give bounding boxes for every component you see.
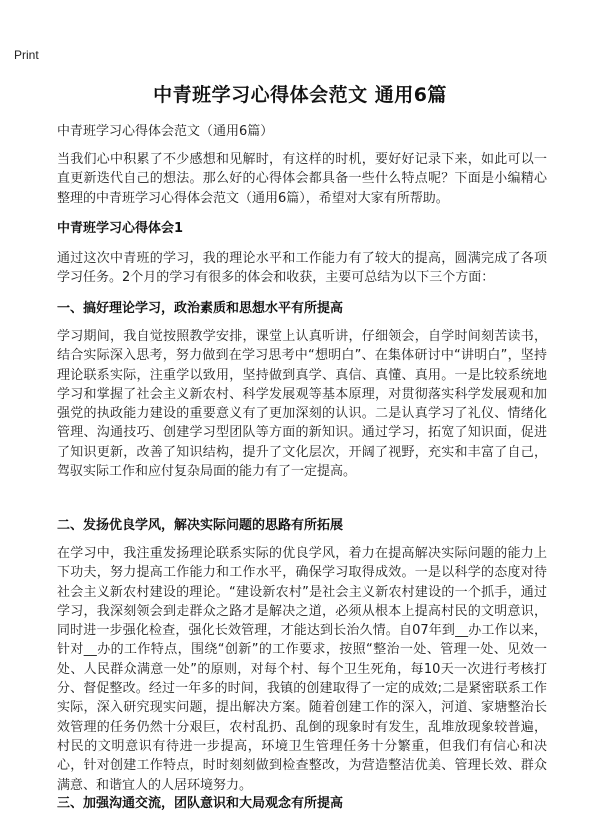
document-subtitle: 中青班学习心得体会范文（通用6篇） xyxy=(57,124,274,139)
section-2-paragraph: 在学习中，我注重发扬理论联系实际的优良学风，着力在提高解决实际问题的能力上下功夫，努力提高工作能力和工作水平，确保学习取得成效。一是以科学的态度对待社会主义新农村建设的理论。“建设新农村”是社会主义新农村建设的一个抓手，通过学习，我深刻领会到走群众之路才是解决之道，必须从根本上提高村民的文明意识，同时进一步强化检查，强化长效管理，才能达到长治久情。自07年到__办工作以来，针对__办的工作特点，围绕“创新”的工作要求，按照“整治一处、管理一处、见效一处、人民群众满意一处”的原则，对每个村、每个卫生死角，每10天一次进行考核打分、督促整改。经过一年多的时间，我镇的创建取得了一定的成效;二是紧密联系工作实际，深入研究现实问题，提出解决方案。随着创建工作的深入，河道、家塘整治长效管理的任务仍然十分艰巨，农村乱扔、乱倒的现象时有发生，乱堆放现象较普遍，村民的文明意识有待进一步提高，环境卫生管理任务十分繁重，但我们有信心和决心，针对创建工作特点，时时刻刻做到检查整改，为营造整洁优美、管理长效、群众满意、和谐宜人的人居环境努力。 xyxy=(57,546,547,793)
intro-paragraph: 当我们心中积累了不少感想和见解时，有这样的时机，要好好记录下来，如此可以一直更新迭代自己的想法。那么好的心得体会都具备一些什么特点呢？下面是小编精心整理的中青班学习心得体会范文（通用6篇），希望对大家有所帮助。 xyxy=(57,152,547,206)
page-title: 中青班学习心得体会范文 通用6篇 xyxy=(153,84,447,106)
section-3-heading: 三、加强沟通交流，团队意识和大局观念有所提高 xyxy=(57,796,344,811)
section-2-heading: 二、发扬优良学风，解决实际问题的思路有所拓展 xyxy=(57,518,344,533)
article-intro-paragraph: 通过这次中青班的学习，我的理论水平和工作能力有了较大的提高，圆满完成了各项学习任务。2个月的学习有很多的体会和收获，主要可总结为以下三个方面： xyxy=(57,251,547,286)
section-1-heading: 一、搞好理论学习，政治素质和思想水平有所提高 xyxy=(57,301,344,316)
article-heading: 中青班学习心得体会1 xyxy=(57,221,184,236)
section-1-paragraph: 学习期间，我自觉按照教学安排，课堂上认真听讲，仔细领会，自学时间刻苦读书，结合实际深入思考，努力做到在学习思考中“想明白”、在集体研讨中“讲明白”，坚持理论联系实际，注重学以致用，坚持做到真学、真信、真懂、真用。一是比较系统地学习和掌握了社会主义新农村、科学发展观等基本原理，对贯彻落实科学发展观和加强党的执政能力建设的重要意义有了更加深刻的认识。二是认真学习了礼仪、情绪化管理、沟通技巧、创建学习型团队等方面的新知识。通过学习，拓宽了知识面，促进了知识更新，改善了知识结构，提升了文化层次，开阔了视野，充实和丰富了自己，驾驭实际工作和应付复杂局面的能力有了一定提高。 xyxy=(57,329,547,480)
print-link[interactable]: Print xyxy=(14,48,39,62)
